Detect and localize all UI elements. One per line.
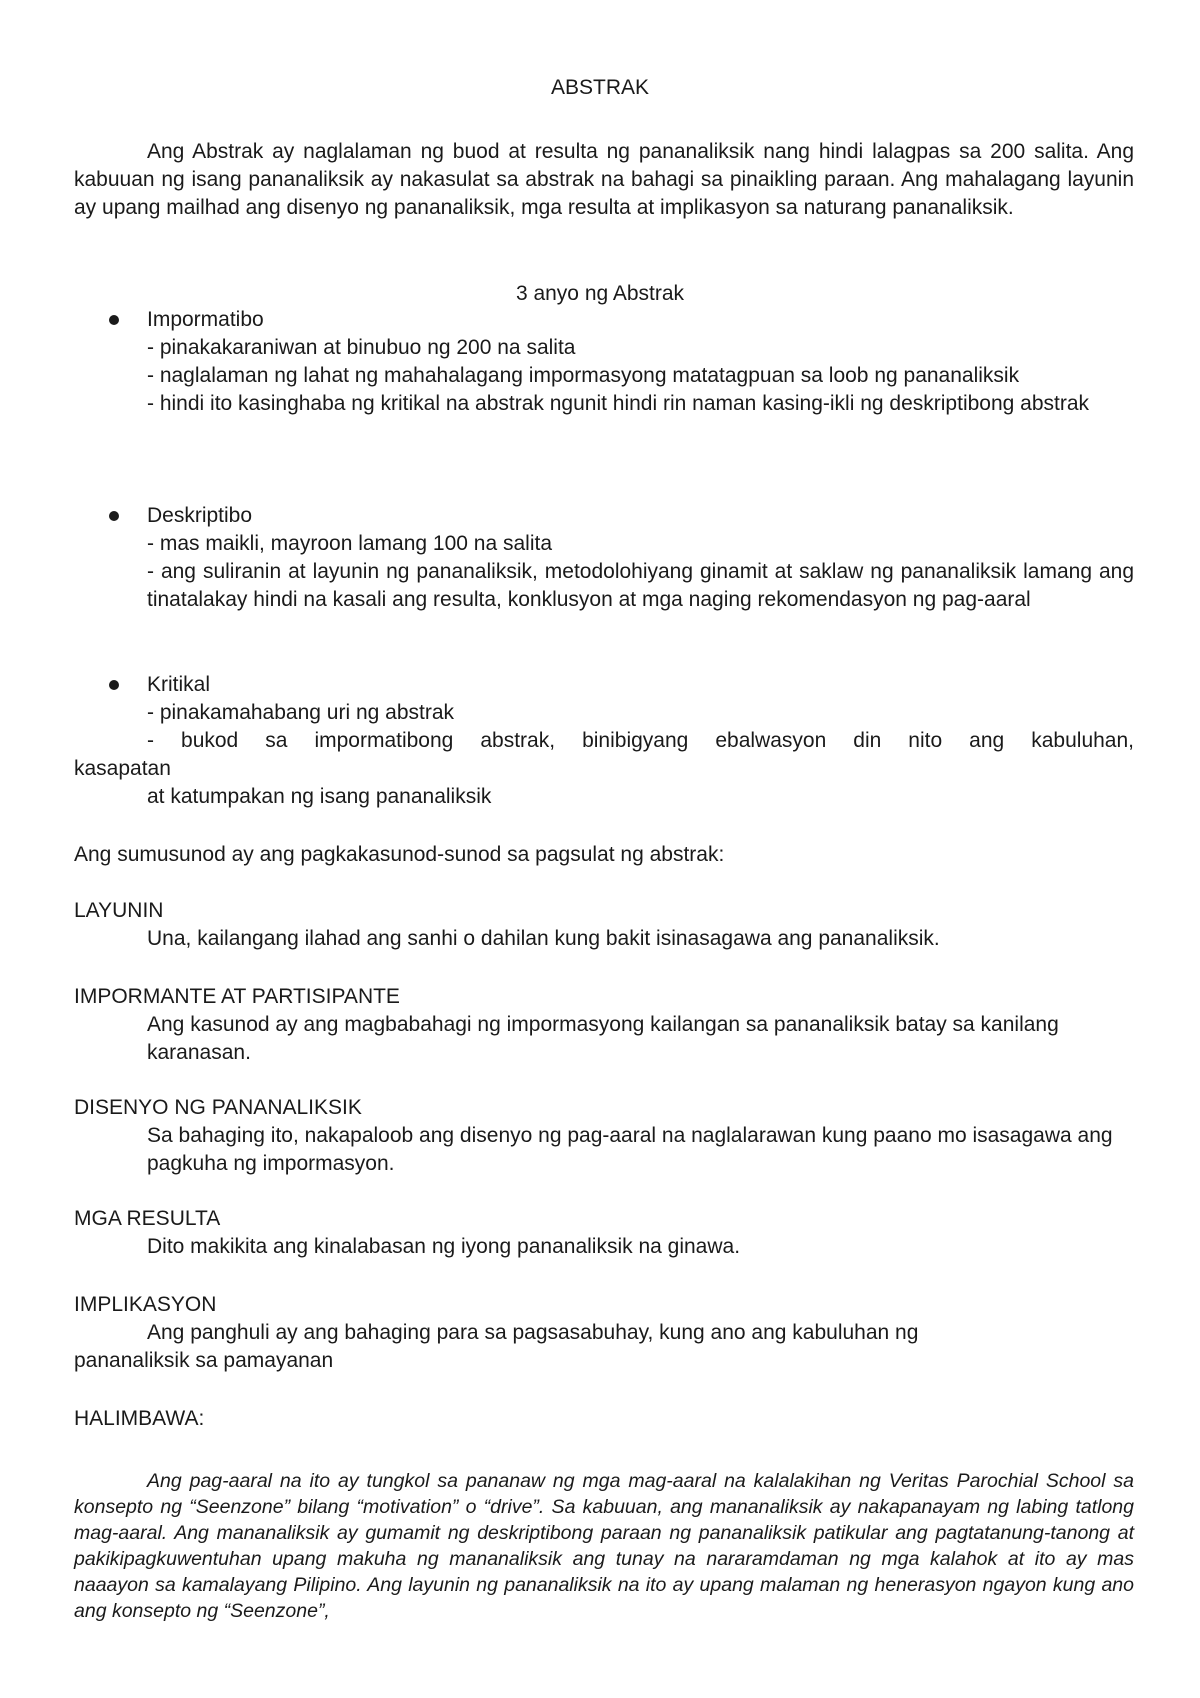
section-body: Ang kasunod ay ang magbabahagi ng impormasyong kailangan sa pananaliksik batay sa kanilang karanasan. xyxy=(147,1013,1059,1064)
anyo-kritikal xyxy=(147,671,1134,755)
anyo-point: - pinakakaraniwan at binubuo ng 200 na salita xyxy=(147,336,576,359)
anyo-impormatibo xyxy=(147,306,1134,418)
section-heading: IMPORMANTE AT PARTISIPANTE xyxy=(74,985,400,1008)
anyo-deskriptibo xyxy=(147,502,1134,614)
anyo-point: - naglalaman ng lahat ng mahahalagang impormasyong matatagpuan sa loob ng pananaliksik xyxy=(147,364,1020,387)
bullet-icon xyxy=(109,680,119,690)
example-paragraph: Ang pag-aaral na ito ay tungkol sa pananaw ng mga mag-aaral na kalalakihan ng Veritas Parochial School sa konsepto ng “Seenzone” bilang “motivation” o “drive”. Sa kabuuan, ang mananaliksik ay nakapanayam ng labing tatlong mag-aaral. Ang mananaliksik ay gumamit ng deskriptibong paraan ng pananaliksik patikular ang pagtatanung-tanong at pakikipagkuwentuhan upang makuha ng mananaliksik ang tunay na nararamdaman ng mga kalahok at ito ay mas naaayon sa kamalayang Pilipino. Ang layunin ng pananaliksik na ito ay upang malaman ng henerasyon ngayon kung ano ang konsepto ng “Seenzone”, xyxy=(74,1470,1134,1622)
anyo-point: - bukod sa impormatibong abstrak, binibigyang ebalwasyon din nito ang kabuluhan, xyxy=(147,729,1134,752)
anyo-name: Deskriptibo xyxy=(147,504,253,527)
section-heading: IMPLIKASYON xyxy=(74,1293,217,1316)
anyo-point: - hindi ito kasinghaba ng kritikal na abstrak ngunit hindi rin naman kasing-ikli ng deskriptibong abstrak xyxy=(147,392,1090,415)
bullet-icon xyxy=(109,511,119,521)
section-body: Ang panghuli ay ang bahaging para sa pagsasabuhay, kung ano ang kabuluhan ng xyxy=(147,1321,919,1344)
anyo-name: Kritikal xyxy=(147,673,211,696)
bullet-icon xyxy=(109,315,119,325)
section-body: Una, kailangang ilahad ang sanhi o dahilan kung bakit isinasagawa ang pananaliksik. xyxy=(147,927,940,950)
anyo-point: - mas maikli, mayroon lamang 100 na salita xyxy=(147,532,553,555)
anyo-point: at katumpakan ng isang pananaliksik xyxy=(147,785,492,808)
anyo-heading: 3 anyo ng Abstrak xyxy=(515,282,685,305)
example-heading: HALIMBAWA: xyxy=(74,1407,205,1430)
section-body-cont: pananaliksik sa pamayanan xyxy=(74,1349,334,1372)
section-heading: DISENYO NG PANANALIKSIK xyxy=(74,1096,362,1119)
anyo-point: - pinakamahabang uri ng abstrak xyxy=(147,701,455,724)
section-heading: LAYUNIN xyxy=(74,899,164,922)
intro-paragraph: Ang Abstrak ay naglalaman ng buod at resulta ng pananaliksik nang hindi lalagpas sa 200 salita. Ang kabuuan ng isang pananaliksik ay nakasulat sa abstrak na bahagi sa pinaikling paraan. Ang mahalagang layunin ay upang mailhad ang disenyo ng pananaliksik, mga resulta at implikasyon sa naturang pananaliksik. xyxy=(74,140,1134,219)
section-body: Dito makikita ang kinalabasan ng iyong pananaliksik na ginawa. xyxy=(147,1235,741,1258)
anyo-point: - ang suliranin at layunin ng pananaliksik, metodolohiyang ginamit at saklaw ng pananaliksik lamang ang tinatalakay hindi na kasali ang resulta, konklusyon at mga naging rekomendasyon ng pag-aaral xyxy=(147,560,1134,611)
section-body: Sa bahaging ito, nakapaloob ang disenyo ng pag-aaral na naglalarawan kung paano mo isasagawa ang pagkuha ng impormasyon. xyxy=(147,1124,1113,1175)
document-title: ABSTRAK xyxy=(550,76,650,99)
anyo-point-wrap: kasapatan xyxy=(74,757,171,780)
sequence-intro: Ang sumusunod ay ang pagkakasunod-sunod sa pagsulat ng abstrak: xyxy=(74,843,725,866)
section-heading: MGA RESULTA xyxy=(74,1207,221,1230)
anyo-name: Impormatibo xyxy=(147,308,264,331)
